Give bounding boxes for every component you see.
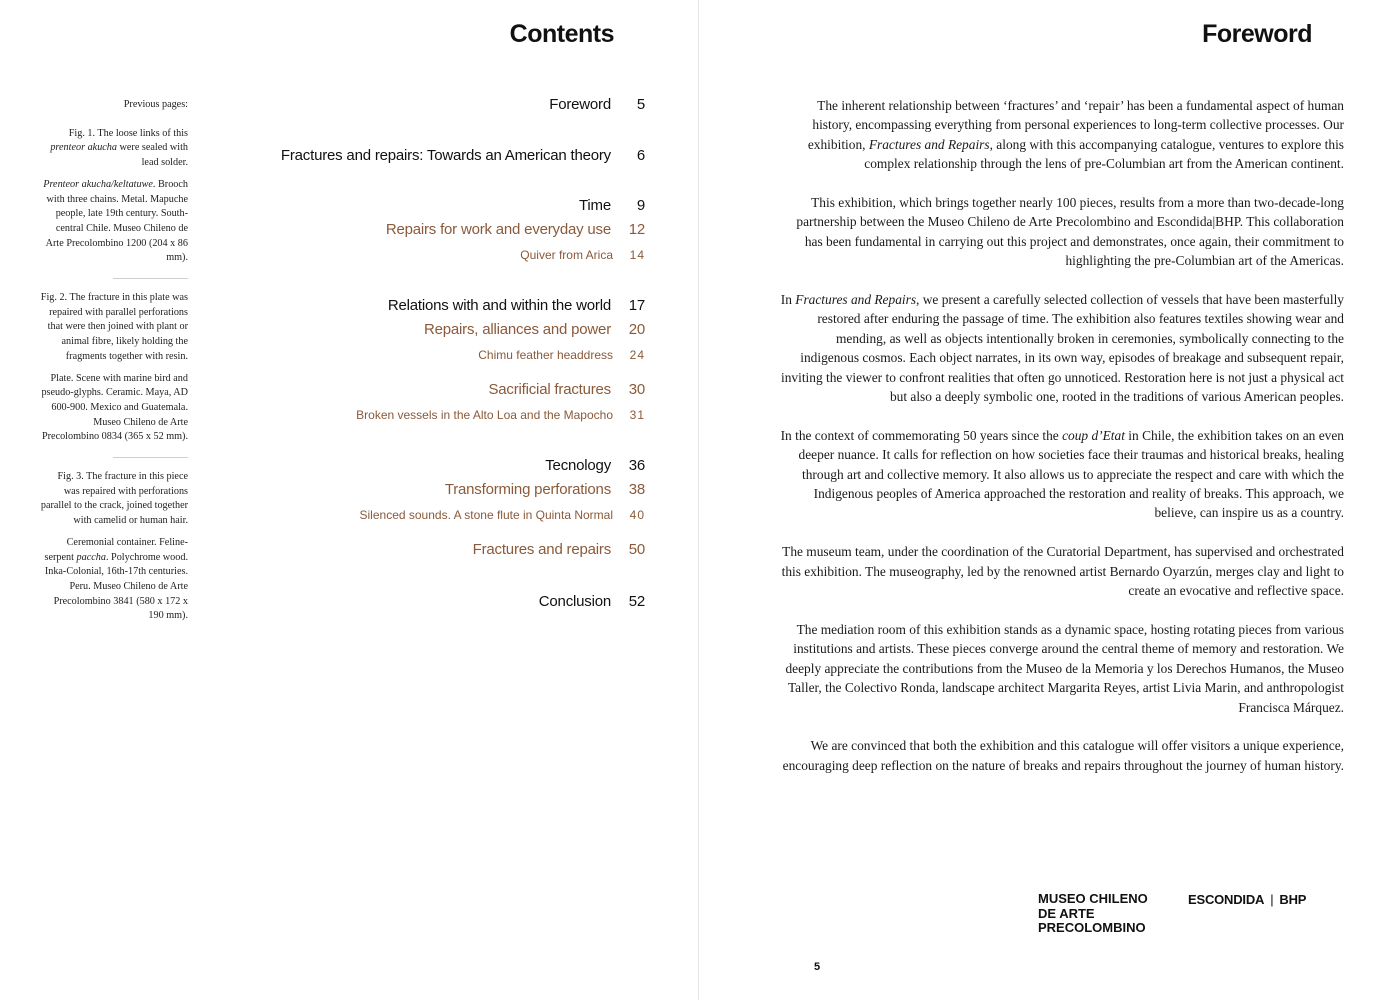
- toc-entry[interactable]: [281, 147, 645, 164]
- toc-entry[interactable]: [478, 348, 645, 362]
- toc-title: Repairs for work and everyday use: [385, 221, 611, 238]
- toc-page: 17: [628, 297, 645, 314]
- foreword-paragraph: We are convinced that both the exhibition and this catalogue will offer visitors a unique experience, encouraging deep reflection on the nature of breaks and repairs throughout the journey of human history.: [782, 738, 1344, 773]
- figure-caption: Fig. 3. The fracture in this piece was repaired with perforations parallel to the crack, joined together with camelid or human hair.: [40, 471, 188, 527]
- toc-title: Foreword: [549, 96, 611, 113]
- toc-page: 40: [629, 508, 645, 522]
- toc-page: 5: [636, 96, 645, 113]
- toc-title: Tecnology: [545, 457, 611, 474]
- foreword-paragraph: This exhibition, which brings together nearly 100 pieces, results from a more than two-decade-long partnership between the Museo Chileno de Arte Precolombino and Escondida|BHP. This collaboration has been fundamental in carrying out this project and demonstrates, once again, their commitment to highlighting the pre-Columbian art of the Americas.: [796, 195, 1344, 269]
- toc-title: Fractures and repairs: Towards an American theory: [280, 147, 611, 164]
- toc-page: 52: [628, 593, 645, 610]
- foreword-paragraph: In Fractures and Repairs, we present a carefully selected collection of vessels that have been masterfully restored after enduring the passage of time. The exhibition also features textiles showing wear and mending, as well as objects intentionally broken in ceremonies, symbolically connecting to the indigenous cosmos. Each object narrates, in its own way, episodes of breakage and subsequent repair, inviting the viewer to confront realities that often go unnoticed. Restoration here is not just a physical act but also a deeply symbolic one, rooted in the traditions of various American peoples.: [780, 292, 1344, 405]
- foreword-heading: Foreword: [1202, 20, 1312, 48]
- toc-entry[interactable]: [424, 321, 645, 338]
- toc-entry[interactable]: [549, 96, 645, 113]
- toc-entry[interactable]: [388, 297, 645, 314]
- toc-page: 12: [628, 221, 645, 238]
- toc-title: Chimu feather headdress: [478, 348, 613, 362]
- toc-title: Fractures and repairs: [472, 541, 611, 558]
- toc-page: 9: [636, 197, 645, 214]
- toc-page: 38: [628, 481, 645, 498]
- toc-title: Broken vessels in the Alto Loa and the Mapocho: [356, 408, 613, 422]
- foreword-paragraph: In the context of commemorating 50 years since the coup d’Etat in Chile, the exhibition takes on an even deeper nuance. It calls for reflection on how societies face their traumas and historical breaks, healing through art and collective memory. It also allows us to appreciate the respect and care with which the Indigenous peoples of America approached the restoration and reality of breaks. This approach, we believe, can inspire us as a country.: [780, 427, 1344, 521]
- toc-entry[interactable]: [473, 541, 645, 558]
- toc-page: 6: [636, 147, 645, 164]
- toc-entry[interactable]: [445, 481, 645, 498]
- toc-title: Conclusion: [538, 593, 611, 610]
- toc-page: 14: [629, 248, 645, 262]
- foreword-paragraph: The inherent relationship between ‘fractures’ and ‘repair’ has been a fundamental aspect of human history, encompassing everything from personal experiences to long-term collective processes. Our exhibition, Fractures and Repairs, along with this accompanying catalogue, ventures to explore this complex relationship through the lens of pre-Columbian art from the American continent.: [807, 98, 1344, 172]
- foreword-paragraph: The mediation room of this exhibition stands as a dynamic space, hosting rotating pieces from various institutions and artists. These pieces converge around the central theme of memory and restoration. We deeply appreciate the contributions from the Museo de la Memoria y los Derechos Humanos, the Museo Taller, the Colectivo Ronda, landscape architect Margarita Reyes, artist Livia Marin, and anthropologist Francisca Márquez.: [785, 621, 1344, 715]
- toc-entry[interactable]: [539, 593, 645, 610]
- toc-title: Time: [579, 197, 611, 214]
- toc-title: Sacrificial fractures: [488, 381, 611, 398]
- toc-entry[interactable]: [356, 408, 645, 422]
- toc-entry[interactable]: [579, 197, 645, 214]
- foreword-body: [776, 96, 1344, 795]
- toc-page: 31: [629, 408, 645, 422]
- toc-entry[interactable]: [488, 381, 645, 398]
- object-caption: Plate. Scene with marine bird and pseudo-glyphs. Ceramic. Maya, AD 600-900. Mexico and Guatemala. Museo Chileno de Arte Precolombino 0834 (365 x 52 mm).: [41, 372, 188, 443]
- toc-page: 50: [628, 541, 645, 558]
- foreword-page: [698, 0, 1396, 1000]
- toc-page: 30: [628, 381, 645, 398]
- toc-title: Repairs, alliances and power: [423, 321, 611, 338]
- caption-divider: [113, 457, 188, 458]
- toc-title: Silenced sounds. A stone flute in Quinta Normal: [359, 508, 613, 522]
- toc-entry[interactable]: [386, 221, 645, 238]
- object-caption: Ceremonial container. Feline-serpent paccha. Polychrome wood. Inka-Colonial, 16th-17th centuries. Peru. Museo Chileno de Arte Precolombino 3841 (580 x 172 x 190 mm).: [44, 536, 188, 622]
- toc-entry[interactable]: [360, 508, 645, 522]
- object-caption: Prenteor akucha/keltatuwe. Brooch with three chains. Metal. Mapuche people, late 19th century. South-central Chile. Museo Chileno de Arte Precolombino 1200 (204 x 86 mm).: [43, 178, 188, 264]
- toc-page: 20: [628, 321, 645, 338]
- toc-title: Transforming perforations: [444, 481, 611, 498]
- toc-title: Quiver from Arica: [520, 248, 613, 262]
- escondida-bhp-logo: ESCONDIDA | BHP: [1188, 892, 1307, 907]
- toc-page: 24: [629, 348, 645, 362]
- previous-pages-label: Previous pages:: [123, 99, 188, 110]
- museo-chileno-logo: MUSEO CHILENO DE ARTE PRECOLOMBINO: [1038, 891, 1148, 935]
- contents-heading: Contents: [509, 20, 614, 48]
- foreword-paragraph: The museum team, under the coordination of the Curatorial Department, has supervised and orchestrated this exhibition. The museography, led by the renowned artist Bernardo Oyarzún, merges clay and light to create an evocative and reflective space.: [781, 544, 1344, 599]
- page-number: 5: [814, 961, 821, 973]
- figure-caption: Fig. 1. The loose links of this prenteor akucha were sealed with lead solder.: [50, 127, 188, 169]
- toc-entry[interactable]: [545, 457, 645, 474]
- toc-title: Relations with and within the world: [387, 297, 611, 314]
- figure-caption: Fig. 2. The fracture in this plate was repaired with parallel perforations that were then joined with plant or animal fibre, likely holding the fragments together with resin.: [40, 292, 188, 362]
- figure-captions: [40, 98, 188, 631]
- toc-page: 36: [628, 457, 645, 474]
- caption-divider: [113, 278, 188, 279]
- toc-entry[interactable]: [520, 248, 645, 262]
